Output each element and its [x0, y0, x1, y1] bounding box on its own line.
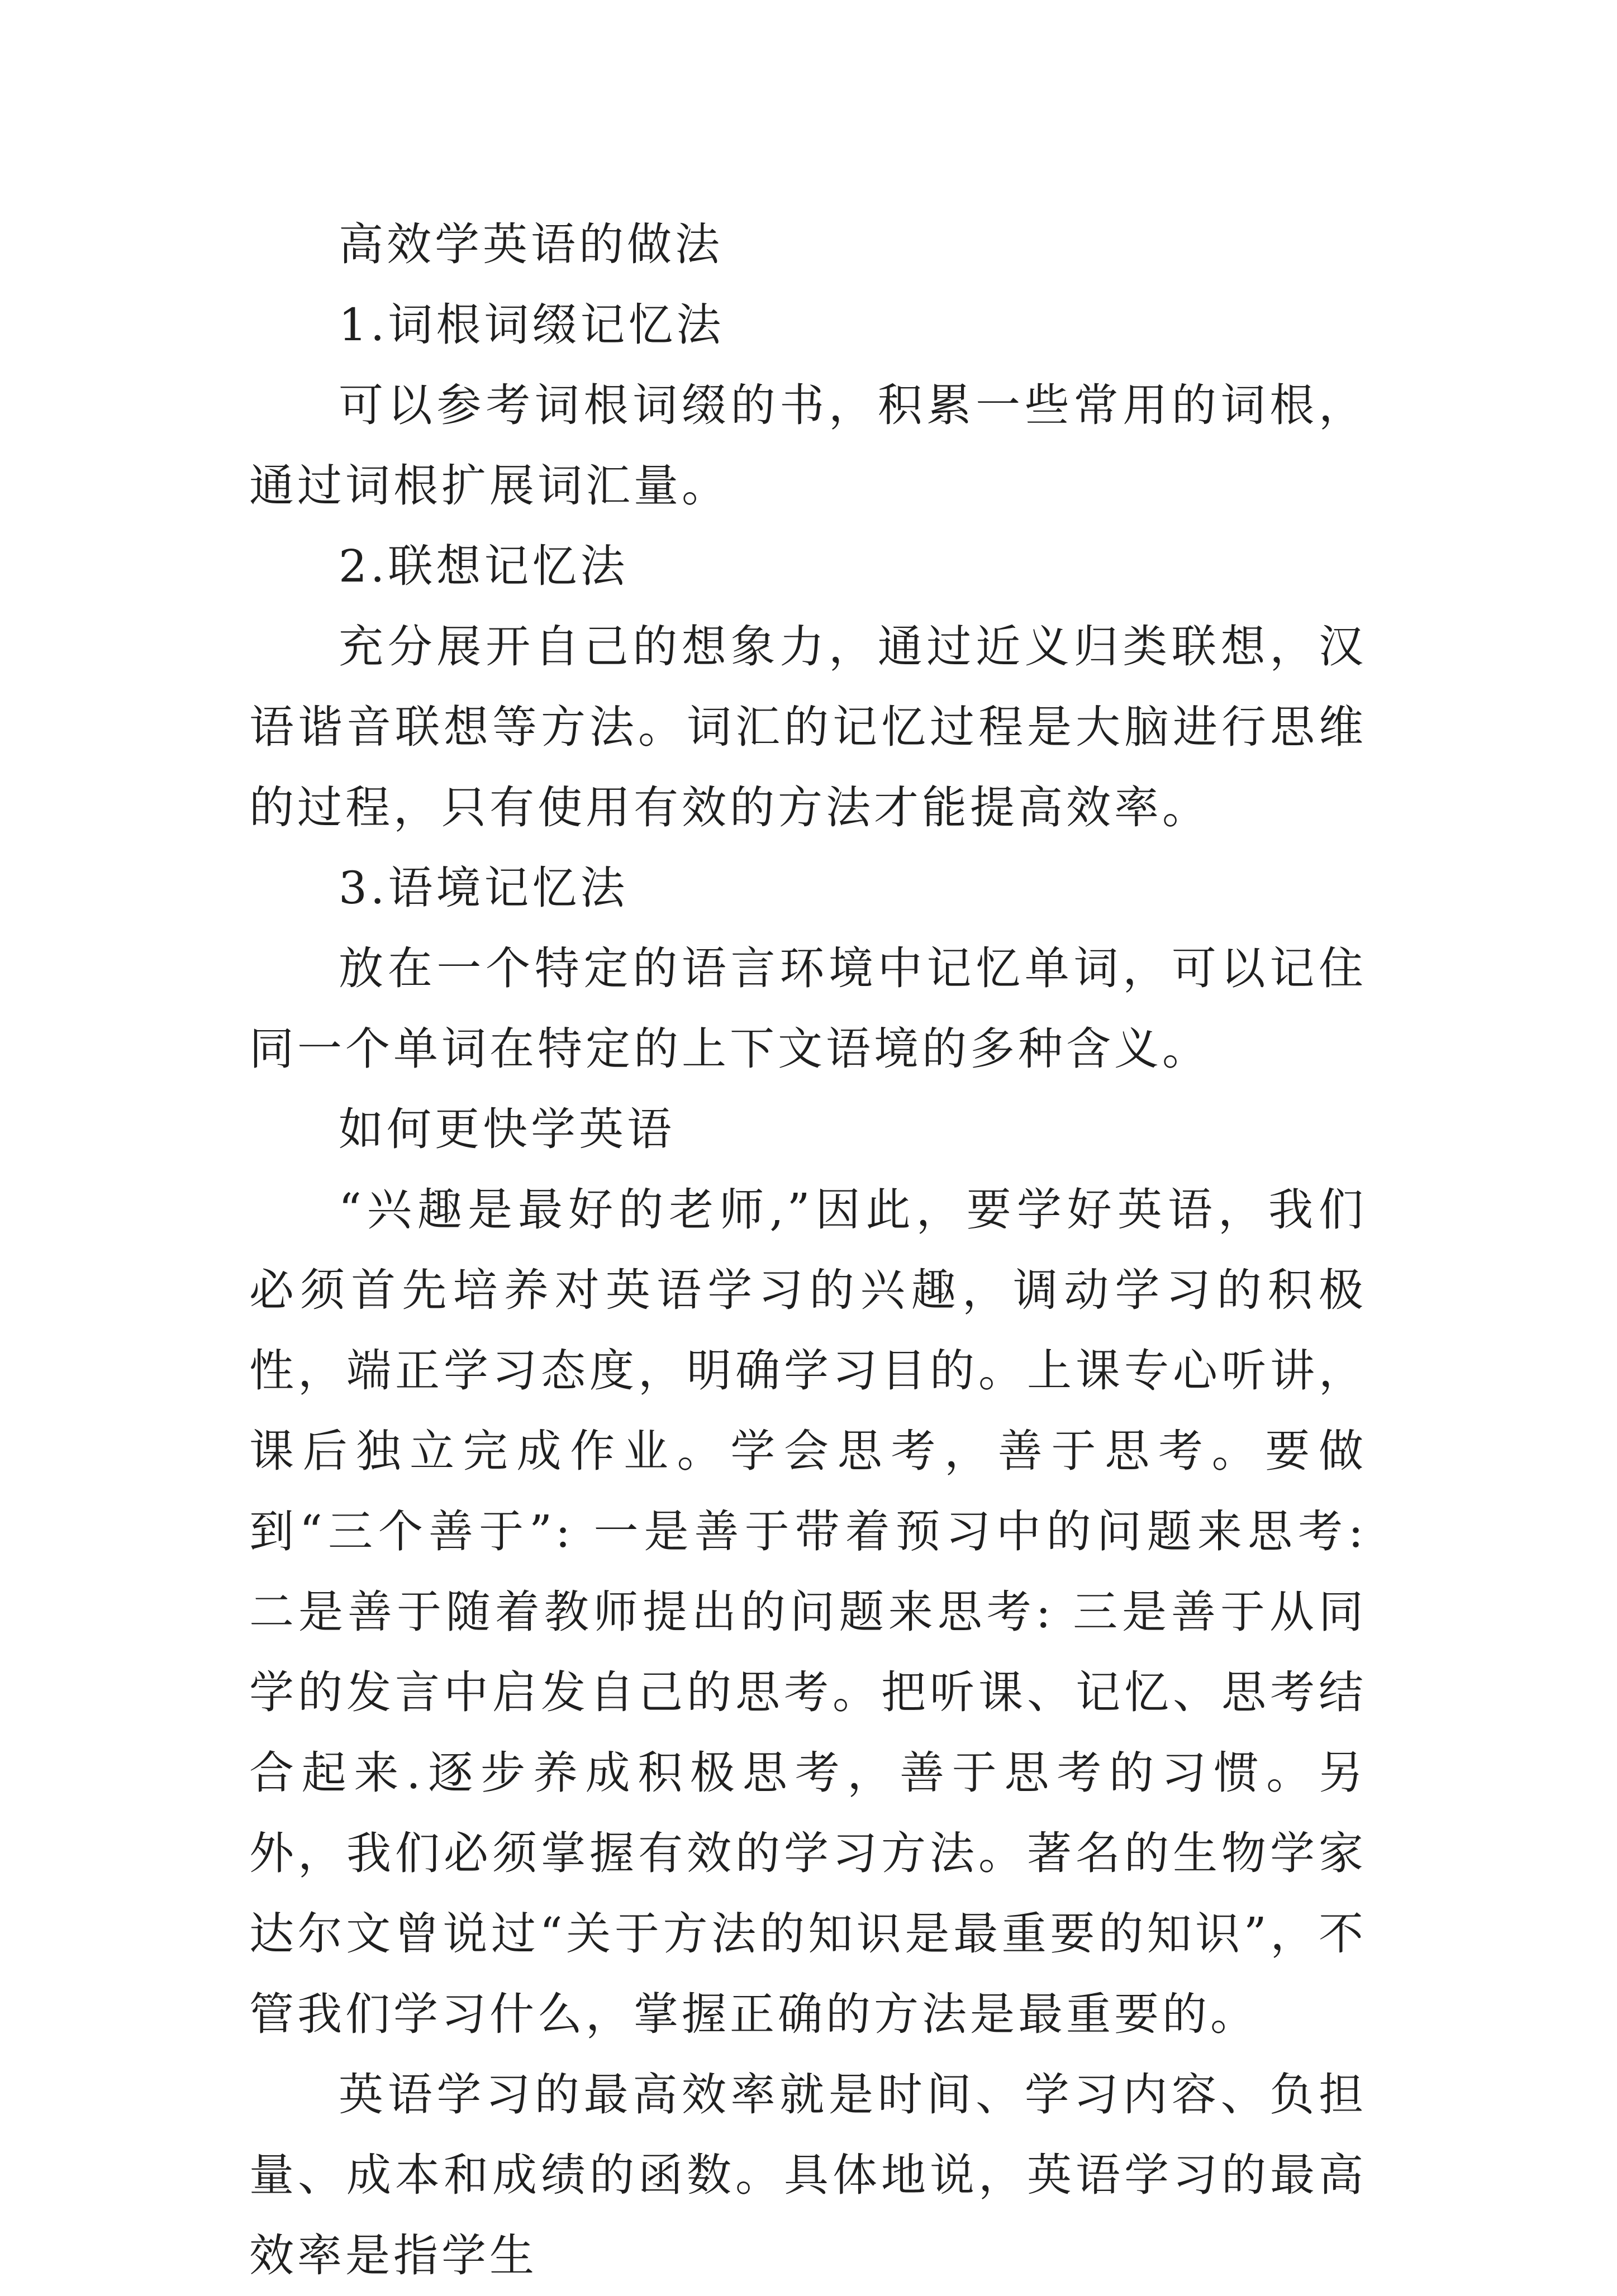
document-body [249, 204, 1367, 2296]
section-heading-1: 1.词根词缀记忆法 [339, 299, 725, 351]
body-paragraph-1: “兴趣是最好的老师,”因此，要学好英语，我们必须首先培养对英语学习的兴趣，调动学习的积极性，端正学习态度，明确学习目的。上课专心听讲，课后独立完成作业。学会思考，善于思考。要做到“三个善于”: 一是善于带着预习中的问题来思考: 二是善于随着教师提出的问题来思考: 三是善于从同学的发言中启发自己的思考。把听课、记忆、思考结合起来.逐步养成积极思考，善于思考的习惯。另外，我们必须掌握有效的学习方法。著名的生物学家达尔文曾说过“关于方法的知识是最重要的知识”，不管我们学习什么，掌握正确的方法是最重要的。 [249, 1184, 1367, 2040]
section-heading-2: 2.联想记忆法 [339, 540, 629, 592]
document-title: 高效学英语的做法 [339, 218, 723, 270]
section-heading-3: 3.语境记忆法 [339, 862, 629, 914]
body-paragraph-2: 英语学习的最高效率就是时间、学习内容、负担量、成本和成绩的函数。具体地说，英语学习的最高效率是指学生 [249, 2069, 1367, 2281]
section-paragraph-2: 充分展开自己的想象力，通过近义归类联想，汉语谐音联想等方法。词汇的记忆过程是大脑进行思维的过程，只有使用有效的方法才能提高效率。 [249, 621, 1367, 833]
section-paragraph-1: 可以参考词根词缀的书，积累一些常用的词根，通过词根扩展词汇量。 [249, 379, 1367, 512]
section-paragraph-3: 放在一个特定的语言环境中记忆单词，可以记住同一个单词在特定的上下文语境的多种含义。 [249, 942, 1367, 1075]
document-subtitle: 如何更快学英语 [339, 1103, 675, 1155]
